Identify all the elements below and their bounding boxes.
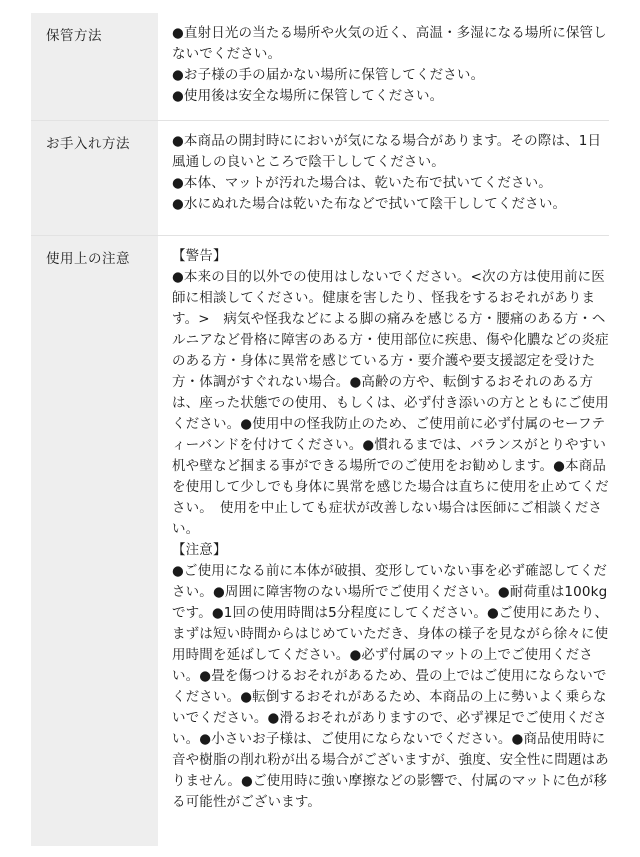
caution-heading: 【注意】 [172,542,227,558]
caution-row [31,236,609,846]
storage-content [158,13,609,120]
caution-content [158,236,609,846]
care-label: お手入れ方法 [31,121,158,235]
warning-heading: 【警告】 [172,248,227,264]
care-content [158,121,609,235]
caution-text: ●ご使用になる前に本体が破損、変形していない事を必ず確認してください。●周囲に障害物のない場所でご使用ください。●耐荷重は100kgです。●1回の使用時間は5分程度にしてください。●ご使用にあたり、まずは短い時間からはじめていただき、身体の様子を見ながら徐々に使用時間を延ばしてください。●必ず付属のマットの上でご使用ください。●畳を傷つけるおそれがあるため、畳の上ではご使用にならないでください。●転倒するおそれがあるため、本商品の上に勢いよく乗らないでください。●滑るおそれがありますので、必ず裸足でご使用ください。●小さいお子様は、ご使用にならないでください。●商品使用時に音や樹脂の削れ粉が出る場合がございますが、強度、安全性に問題はありません。●ご使用時に強い摩擦などの影響で、付属のマットに色が移る可能性がございます。 [172,563,609,810]
storage-line: ●直射日光の当たる場所や火気の近く、高温・多湿になる場所に保管しないでください。 [172,25,607,62]
storage-line: ●お子様の手の届かない場所に保管してください。 [172,67,485,83]
warning-text: ●本来の目的以外での使用はしないでください。<次の方は使用前に医師に相談してください。健康を害したり、怪我をするおそれがあります。> 病気や怪我などによる脚の痛みを感じる方・腰痛のある方・ヘルニアなど骨格に障害のある方・使用部位に疾患、傷や化膿などの炎症のある方・身体に異常を感じている方・要介護や要支援認定を受けた方・体調がすぐれない場合。●高齢の方や、転倒するおそれのある方は、座った状態での使用、もしくは、必ず付き添いの方とともにご使用ください。●使用中の怪我防止のため、ご使用前に必ず付属のセーフティーバンドを付けてください。●慣れるまでは、バランスがとりやすい机や壁など掴まる事ができる場所でのご使用をお勧めします。●本商品を使用して少しでも身体に異常を感じた場合は直ちに使用を止めてください。 使用を中止しても症状が改善しない場合は医師にご相談ください。 [172,269,609,537]
caution-label: 使用上の注意 [31,236,158,846]
care-line: ●本商品の開封時ににおいが気になる場合があります。その際は、1日風通しの良いところで陰干ししてください。 [172,133,602,170]
care-row [31,121,609,235]
storage-line: ●使用後は安全な場所に保管してください。 [172,88,444,104]
care-line: ●水にぬれた場合は乾いた布などで拭いて陰干ししてください。 [172,196,567,212]
care-line: ●本体、マットが汚れた場合は、乾いた布で拭いてください。 [172,175,552,191]
storage-label: 保管方法 [31,13,158,120]
storage-row [31,13,609,120]
product-info-table [31,13,609,846]
